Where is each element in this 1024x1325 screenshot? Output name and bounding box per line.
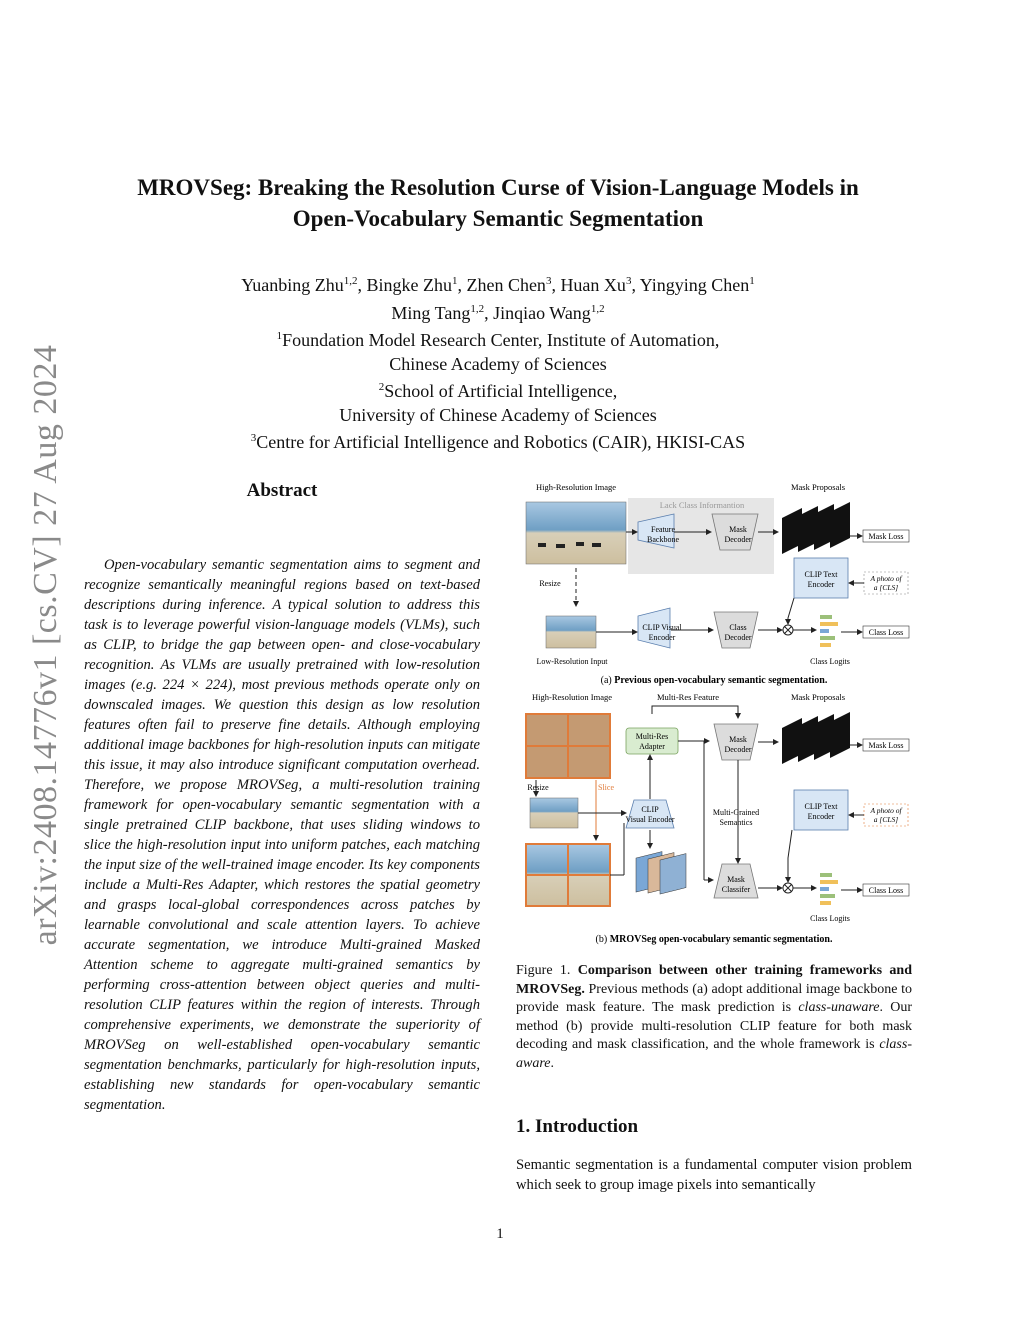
author-affil-sup: 3 (545, 275, 552, 287)
title-line-2: Open-Vocabulary Semantic Segmentation (292, 206, 704, 231)
arxiv-id: arXiv:2408.14776v1 [cs.CV] 27 Aug 2024 (27, 344, 64, 946)
b-slice-label: Slice (598, 783, 614, 792)
author-name: Yuanbing Zhu (241, 275, 344, 295)
abstract-heading: Abstract (246, 480, 318, 501)
a-mask-decoder-label-2: Decoder (724, 535, 752, 544)
author-line-2: Ming Tang$^{1,2}$, Jinqiao Wang$^{1,2}$ (391, 302, 605, 323)
caption-label: Figure 1. (516, 963, 571, 978)
a-clip-visual-label-1: CLIP Visual (642, 623, 682, 632)
introduction-body: Semantic segmentation is a fundamental computer vision problem which seek to group image pixels into semantically (516, 1157, 912, 1193)
a-clip-visual-label-2: Encoder (648, 633, 676, 642)
a-feature-backbone-label-2: Backbone (647, 535, 679, 544)
title-line-1: MROVSeg: Breaking the Resolution Curse of Vision-Language Models in (137, 175, 859, 200)
author-affil-sup: 1 (451, 275, 458, 287)
author-affil-sup: 3 (625, 275, 632, 287)
b-adapter-label-1: Multi-Res (635, 732, 669, 741)
b-class-logits-bars (820, 873, 838, 905)
paper-title (60, 172, 936, 234)
author-line-1: Yuanbing Zhu$^{1,2}$, Bingke Zhu$^1$, Zhen Chen$^3$, Huan Xu$^3$, Yingying Chen$^1$ (241, 275, 755, 295)
b-mg-label-1: Multi-Grained (712, 808, 760, 817)
author-affil-sup: 1,2 (590, 302, 605, 315)
a-class-decoder-label-2: Decoder (724, 633, 752, 642)
abstract-body: Open-vocabulary semantic segmentation aims to segment and recognize semantically meaningful regions based on text-based descriptions during inference. A typical solution to address this task is to leverage powerful vision-language models (VLMs), such as CLIP, to bridge the gap between open- and close-vocabulary recognition. As VLMs are usually pretrained with low-resolution images (e.g. 224 × 224), most previous methods operate only on downscaled images. We question this design as low resolution features often fail to preserve fine details. Although employing additional image backbones for high-resolution inputs can mitigate this issue, it may also introduce significant computation overhead. Therefore, we propose MROVSeg, a multi-resolution training framework for open-vocabulary semantic segmentation with a single pretrained CLIP backbone, that uses sliding windows to slice the high-resolution input into uniform patches, each matching the input size of the well-trained image encoder. Its key components include a Multi-Res Adapter, which restores the spatial geometry and grasps local-global correspondences across patches by learnable convolutional and scale attention layers. To achieve accurate segmentation, we introduce Multi-grained Masked Attention scheme to aggregate multi-grained semantics by performing cross-attention between object queries and multi-resolution CLIP features within the region of interests. Through comprehensive experiments, we demonstrate the superiority of MROVSeg on well-established open-vocabulary semantic segmentation benchmarks, particularly for high-resolution inputs, establishing new standards for open-vocabulary semantic segmentation. (84, 557, 480, 1113)
author-name: Bingke Zhu (366, 275, 452, 295)
b-class-logits-label: Class Logits (810, 914, 850, 923)
figure-caption: Figure 1. Comparison between other training frameworks and MROVSeg. Previous methods (a) adopt additional image backbone to provide mask feature. The mask prediction is class-unaware. Our method (b) provide multi-resolution CLIP feature for both mask decoding and mask classification, and the whole framework is class-aware. (516, 963, 913, 1071)
b-prompt-1: A photo of (870, 806, 902, 815)
author-block (60, 270, 936, 455)
affiliation-2b: University of Chinese Academy of Sciences (339, 404, 657, 425)
b-clip-label-2: Visual Encoder (625, 815, 675, 824)
a-prompt-1: A photo of (870, 574, 902, 583)
b-subcaption: (b) MROVSeg open-vocabulary semantic segmentation. (595, 934, 833, 945)
a-resize-label: Resize (539, 579, 561, 588)
b-mg-label-2: Semantics (719, 818, 753, 827)
author-name: Ming Tang (391, 302, 471, 323)
b-resize-label: Resize (527, 783, 549, 792)
page-number: 1 (496, 1226, 504, 1242)
author-affil-sup: 1,2 (343, 275, 358, 287)
a-class-logits-label: Class Logits (810, 657, 850, 666)
b-high-res-label: High-Resolution Image (531, 692, 613, 702)
a-class-loss-label: Class Loss (868, 628, 904, 637)
a-high-res-label: High-Resolution Image (535, 482, 617, 492)
b-prompt-2: a [CLS] (873, 815, 899, 824)
b-mask-cls-label-2: Classifer (721, 885, 751, 894)
a-lack-info-label: Lack Class Informantion (659, 500, 745, 510)
b-mask-loss-label: Mask Loss (868, 741, 904, 750)
a-class-logits-bars (820, 615, 838, 647)
b-mask-proposals-stack (782, 712, 850, 764)
a-mask-proposals-stack (782, 502, 850, 554)
b-mask-cls-label-1: Mask (727, 875, 745, 884)
a-prompt-2: a [CLS] (873, 583, 899, 592)
a-clip-text-label-1: CLIP Text (804, 570, 838, 579)
author-affil-sup: 1,2 (470, 302, 485, 315)
figure-1-diagram (516, 478, 912, 948)
b-mask-proposals-label: Mask Proposals (790, 692, 846, 702)
affiliation-3: $^3$Centre for Artificial Intelligence and Robotics (CAIR), HKISI-CAS (250, 432, 746, 452)
b-mask-decoder-label-1: Mask (729, 735, 747, 744)
a-class-decoder-label-1: Class (729, 623, 747, 632)
affiliation-1: $^1$Foundation Model Research Center, Institute of Automation, (276, 330, 720, 350)
b-resized-photo (530, 798, 578, 828)
author-name: Zhen Chen (466, 275, 546, 295)
affiliation-2: $^2$School of Artificial Intelligence, (378, 381, 618, 401)
a-low-res-photo (546, 616, 596, 648)
a-mask-proposals-label: Mask Proposals (790, 482, 846, 492)
b-class-loss-label: Class Loss (868, 886, 904, 895)
b-mask-decoder-label-2: Decoder (724, 745, 752, 754)
a-feature-backbone-label-1: Feature (651, 525, 675, 534)
figure-1 (516, 478, 912, 948)
b-clip-text-label-2: Encoder (807, 812, 835, 821)
author-name: Huan Xu (560, 275, 626, 295)
b-clip-text-label-1: CLIP Text (804, 802, 838, 811)
a-beach-photo (526, 502, 626, 564)
a-mask-loss-label: Mask Loss (868, 532, 904, 541)
a-clip-text-label-2: Encoder (807, 580, 835, 589)
author-name: Jinqiao Wang (493, 302, 591, 323)
author-affil-sup: 1 (749, 275, 755, 287)
b-clip-label-1: CLIP (641, 805, 659, 814)
b-multires-feature-label: Multi-Res Feature (656, 692, 720, 702)
author-name: Yingying Chen (639, 275, 750, 295)
affiliation-1b: Chinese Academy of Sciences (389, 353, 607, 374)
caption-bold: Comparison between other training frameworks and MROVSeg. (516, 963, 913, 997)
b-adapter-label-2: Adapter (639, 742, 665, 751)
section-heading-introduction: 1. Introduction (516, 1116, 639, 1137)
a-low-res-label: Low-Resolution Input (536, 657, 608, 666)
a-subcaption: (a) Previous open-vocabulary semantic segmentation. (600, 675, 828, 686)
a-mask-decoder-label-1: Mask (729, 525, 747, 534)
b-patch-features-stack (636, 852, 686, 894)
